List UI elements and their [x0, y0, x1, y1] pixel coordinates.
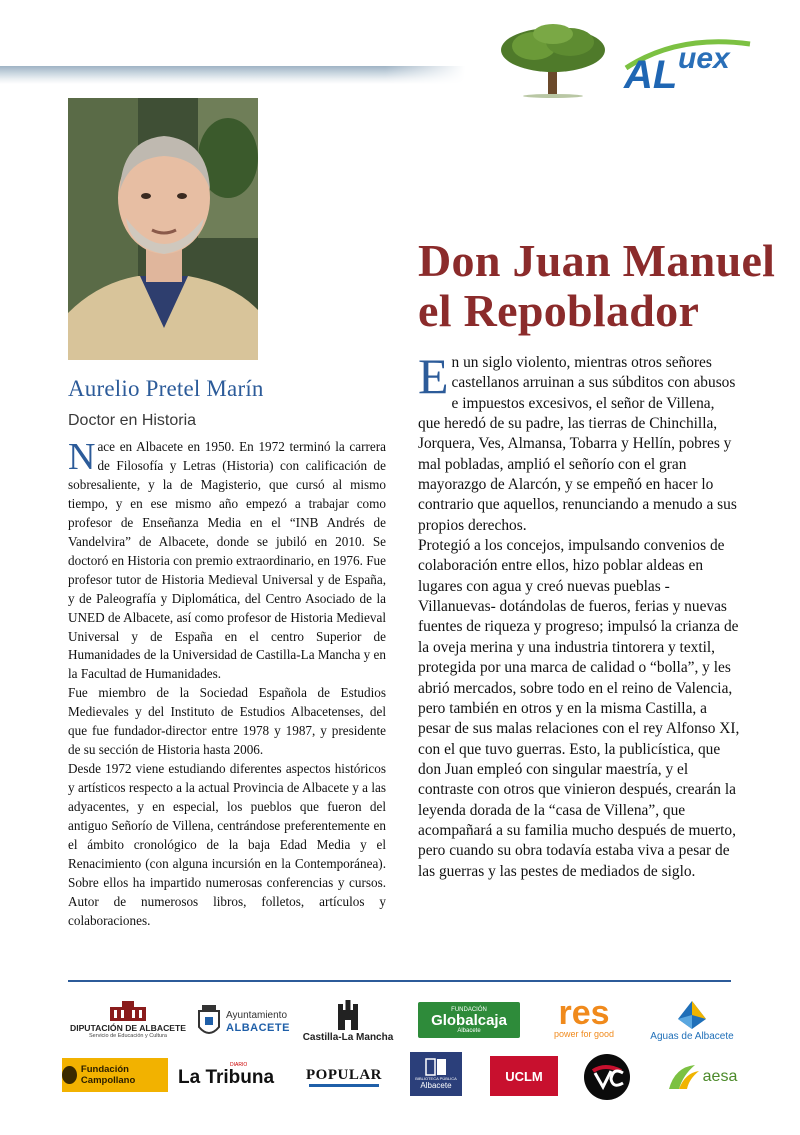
svg-text:AL: AL — [624, 53, 678, 97]
article-paragraph: En un siglo violento, mientras otros señores castellanos arruinan a sus súbditos con abusos e impuestos excesivos, el señor de Villena, que heredó de su padre, las tierras de Chinchilla, Jorquera, Ves, Almansa, Tobarra y Hellín, pobres y mal pobladas, amplió el señorío con el gran mayorazgo de Alarcón, y se empeñó en hacer lo contrario que aquellos, renunciando a menudo a sus propios derechos. — [418, 348, 737, 534]
water-drop-icon — [672, 999, 712, 1031]
bio-drop-cap: N — [68, 436, 96, 478]
coat-of-arms-icon — [196, 1003, 222, 1041]
article-title-line: el Repoblador — [418, 285, 700, 336]
article-paragraph: Protegió a los concejos, impulsando convenios de colaboración entre ellos, hizo poblar aldeas en lugares con agua y creó nuevas pueblas -Villanuevas- dotándolas de fueros, ferias y nuevas fuentes de riqueza y progreso; impulsó la crianza de la oveja merina y una industria tintorera y textil, protegida por una marca de calidad o “bolla”, y les abrió mercados, sobre todo en el reino de Valencia, pero también en otros y en la misma Castilla, a pesar de sus malas relaciones con el rey Alfonso XI, con el que tuvo guerras. Esto, la publicística, que don Juan empleó con singular maestría, y el contraste con otros que vinieron después, crearán la leyenda dorada de la “casa de Villena”, que acompañará a su familia mucho después de muerto, pero cuando su obra todavía estaba viva a pesar de las guerras y las pestes de mediados de siglo. — [418, 537, 740, 880]
vc-logo — [582, 1052, 632, 1102]
popular-logo: POPULAR — [306, 1064, 382, 1090]
aesa-logo: aesa — [656, 1058, 746, 1096]
article-drop-cap: E — [418, 348, 449, 404]
la-tribuna-logo: DIARIO La Tribuna — [178, 1062, 275, 1088]
library-icon — [425, 1058, 447, 1076]
tree-icon — [496, 20, 611, 98]
author-subtitle: Doctor en Historia — [68, 412, 197, 429]
res-logo: res power for good — [553, 994, 615, 1039]
footer-divider — [68, 980, 731, 982]
article-title — [418, 236, 775, 336]
header-sky-strip — [0, 66, 465, 84]
popular-underline — [309, 1084, 379, 1087]
article-title-line: Don Juan Manuel — [418, 235, 776, 286]
aluex-logo — [618, 28, 758, 98]
uclm-logo: UCLM — [490, 1056, 558, 1096]
campollano-icon — [62, 1066, 77, 1084]
author-bio — [68, 438, 386, 931]
biblioteca-logo: BIBLIOTECA PÚBLICA Albacete — [410, 1052, 462, 1096]
bio-paragraph: Desde 1972 viene estudiando diferentes aspectos históricos y artísticos respecto a la actual Provincia de Albacete y a las adyacentes, y en especial, los pueblos que fueron del antiguo Señorío de Villena, centrándose preferentemente en el ámbito cronológico de la baja Edad Media y el Renacimiento (con alguna incursión en la Contemporánea). Sobre ellos ha impartido numerosas conferencias y cursos. Autor de numerosos libros, folletos, artículos y colaboraciones. — [68, 761, 386, 928]
leaf-icon — [665, 1061, 701, 1093]
author-photo — [68, 98, 258, 360]
building-icon — [108, 1001, 148, 1021]
ayuntamiento-logo: Ayuntamiento ALBACETE — [193, 1000, 293, 1044]
castilla-la-mancha-logo: Castilla-La Mancha — [300, 996, 396, 1046]
aguas-de-albacete-logo: Aguas de Albacete — [640, 994, 744, 1046]
svg-text:uex: uex — [678, 42, 730, 75]
author-name: Aurelio Pretel Marín — [68, 376, 264, 401]
castle-icon — [335, 1000, 361, 1030]
bio-paragraph: Fue miembro de la Sociedad Española de Estudios Medievales y del Instituto de Estudios Albacetenses, del que fue fundador-director entre 1978 y 1987, y presidente de su sección de Historia hasta 2006. — [68, 685, 386, 758]
diputacion-logo: DIPUTACIÓN DE ALBACETE Servicio de Educación y Cultura — [66, 996, 190, 1044]
vc-emblem-icon — [583, 1053, 631, 1101]
fundacion-campollano-logo: Fundación Campollano — [62, 1058, 168, 1092]
globalcaja-logo: FUNDACIÓN Globalcaja Albacete — [418, 1002, 520, 1038]
article-body — [418, 348, 740, 882]
bio-paragraph: Nace en Albacete en 1950. En 1972 terminó la carrera de Filosofía y Letras (Historia) con calificación de sobresaliente, y la de Magisterio, que cursó al mismo tiempo, y en ese mismo año empezó a trabajar como profesor de Enseñanza Media en el “INB Andrés de Vandelvira” de Albacete, donde se jubiló en 2010. Se doctoró en Historia con premio extraordinario, en 1976. Fue profesor tutor de Historia Medieval Universal y de España, y de Paleografía y Diplomática, del Centro Asociado de la UNED de Albacete, así como profesor de Historia Medieval Universal y de España en el centro Superior de Humanidades de la Universidad de Castilla-La Mancha y en la Facultad de Humanidades. — [68, 436, 386, 682]
